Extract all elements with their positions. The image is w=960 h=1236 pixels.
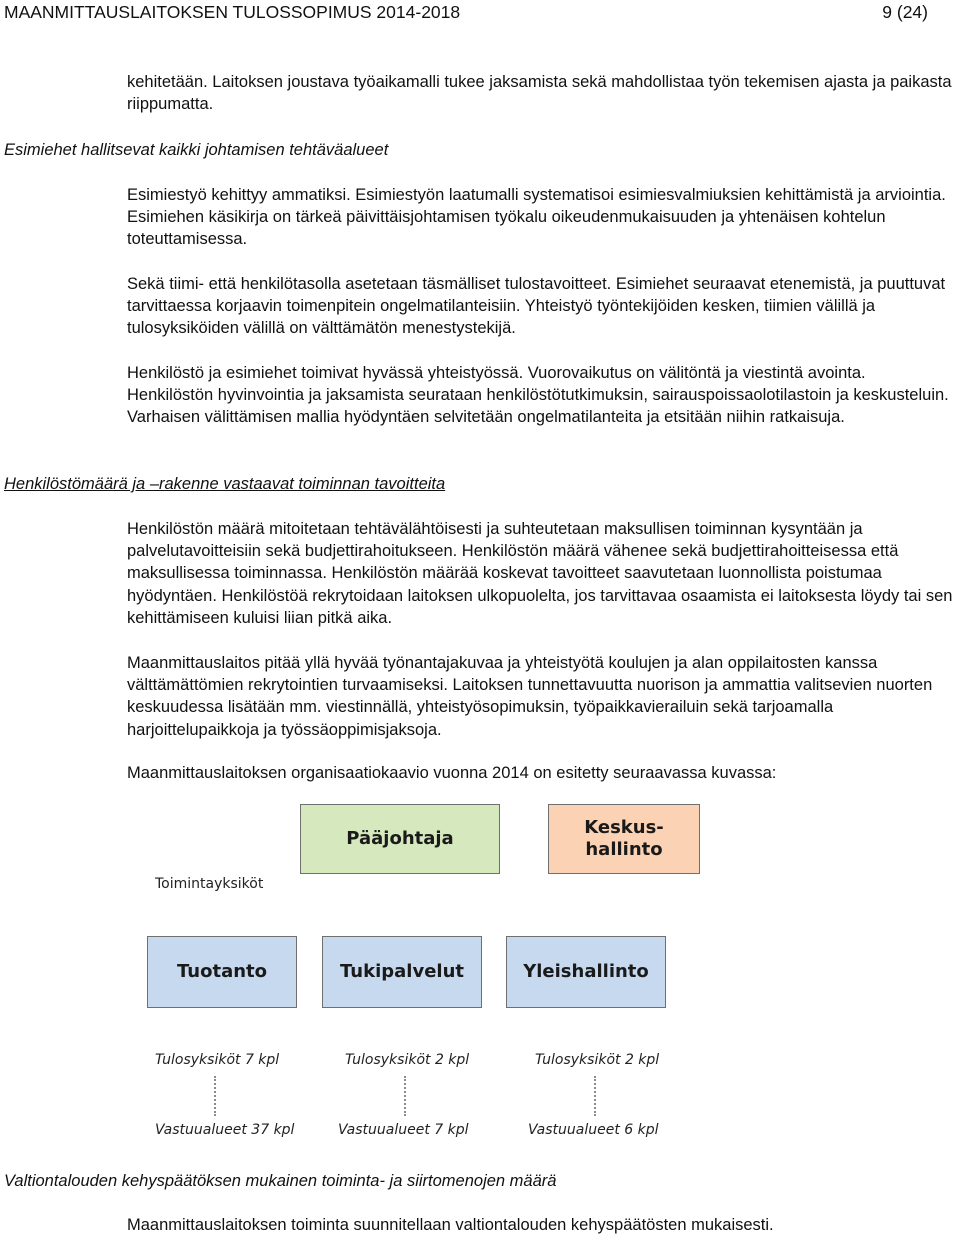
dotted-connector-administration [594, 1076, 596, 1116]
section-heading-staffing: Henkilöstömäärä ja –rakenne vastaavat toiminnan tavoitteita [4, 475, 446, 493]
section-heading-budget: Valtiontalouden kehyspäätöksen mukainen toiminta- ja siirtomenojen määrä [4, 1172, 557, 1190]
operational-units-label: Toimintayksiköt [155, 876, 264, 892]
org-box-director-general [300, 804, 500, 874]
responsibility-areas-support: Vastuualueet 7 kpl [338, 1122, 469, 1138]
organization-chart [0, 796, 960, 1156]
org-box-support-services-label: Tukipalvelut [340, 961, 464, 982]
result-units-administration: Tulosyksiköt 2 kpl [535, 1052, 660, 1068]
org-box-central-administration-label: Keskus- hallinto [584, 817, 664, 860]
document-title: MAANMITTAUSLAITOKSEN TULOSSOPIMUS 2014-2018 [4, 2, 461, 22]
org-box-general-administration [506, 936, 666, 1008]
org-box-general-administration-label: Yleishallinto [523, 961, 649, 982]
dotted-connector-support [404, 1076, 406, 1116]
page-header [0, 0, 928, 28]
responsibility-areas-administration: Vastuualueet 6 kpl [528, 1122, 659, 1138]
org-box-central-administration [548, 804, 700, 874]
paragraph-employer-image: Maanmittauslaitos pitää yllä hyvää työnantajakuvaa ja yhteistyötä koulujen ja alan oppilaitosten kanssa välttämättömien rekrytointien turvaamiseksi. Laitoksen tunnettavuutta nuorison ja ammattia valitsevien nuorten keskuudessa lisätään mm. viestinnällä, yhteistyösopimuksin, työpaikkavierailuin sekä tarjoamalla harjoittelupaikkoja ja työssäoppimisjaksoja. [127, 654, 933, 739]
org-box-director-general-label: Pääjohtaja [346, 828, 454, 849]
paragraph-staff-numbers: Henkilöstön määrä mitoitetaan tehtävälähtöisesti ja suhteutetaan maksullisen toiminnan kysyntään ja palvelutavoitteisiin sekä budjettirahoitukseen. Henkilöstön määrä vähenee sekä budjettirahoitteisessa että maksullisessa toiminnassa. Henkilöstön määrää koskevat tavoitteet saavutetaan luonnollista poistumaa hyödyntäen. Henkilöstöä rekrytoidaan laitoksen ulkopuolelta, jos tarvittavaa osaamista ei laitoksesta löydy tai sen kehittämiseen kuluisi liian pitkä aika. [127, 520, 953, 627]
paragraph-cooperation: Henkilöstö ja esimiehet toimivat hyvässä yhteistyössä. Vuorovaikutus on välitöntä ja viestintä avointa. Henkilöstön hyvinvointia ja jaksamista seurataan henkilöstötutkimuksin, sairauspoissaolotilastoin ja keskusteluin. Varhaisen välittämisen mallia hyödyntäen selvitetään ongelmatilanteita ja etsitään niihin ratkaisuja. [127, 364, 949, 427]
section-heading-management: Esimiehet hallitsevat kaikki johtamisen tehtäväalueet [4, 141, 389, 159]
org-box-production [147, 936, 297, 1008]
result-units-support: Tulosyksiköt 2 kpl [345, 1052, 470, 1068]
org-box-production-label: Tuotanto [176, 961, 268, 982]
paragraph-intro: kehitetään. Laitoksen joustava työaikamalli tukee jaksamista sekä mahdollistaa työn tekemisen ajasta ja paikasta riippumatta. [127, 73, 952, 114]
paragraph-org-chart-intro: Maanmittauslaitoksen organisaatiokaavio vuonna 2014 on esitetty seuraavassa kuvassa: [127, 764, 777, 782]
page-number: 9 (24) [882, 2, 928, 22]
paragraph-supervisor-work: Esimiestyö kehittyy ammatiksi. Esimiestyön laatumalli systematisoi esimiesvalmiuksien kehittämistä ja arviointia. Esimiehen käsikirja on tärkeä päivittäisjohtamisen työkalu oikeudenmukaisuuden ja yhtenäisen kohtelun toteuttamisessa. [127, 186, 946, 249]
result-units-production: Tulosyksiköt 7 kpl [155, 1052, 280, 1068]
responsibility-areas-production: Vastuualueet 37 kpl [155, 1122, 295, 1138]
org-box-support-services [322, 936, 482, 1008]
dotted-connector-production [214, 1076, 216, 1116]
paragraph-budget: Maanmittauslaitoksen toiminta suunnitellaan valtiontalouden kehyspäätösten mukaisesti. [127, 1216, 774, 1234]
paragraph-goals: Sekä tiimi- että henkilötasolla asetetaan täsmälliset tulostavoitteet. Esimiehet seuraavat etenemistä, ja puuttuvat tarvittaessa korjaavin toimenpitein ongelmatilanteisiin. Yhteistyö työntekijöiden kesken, tiimien välillä ja tulosyksiköiden välillä on välttämätön menestystekijä. [127, 275, 946, 338]
